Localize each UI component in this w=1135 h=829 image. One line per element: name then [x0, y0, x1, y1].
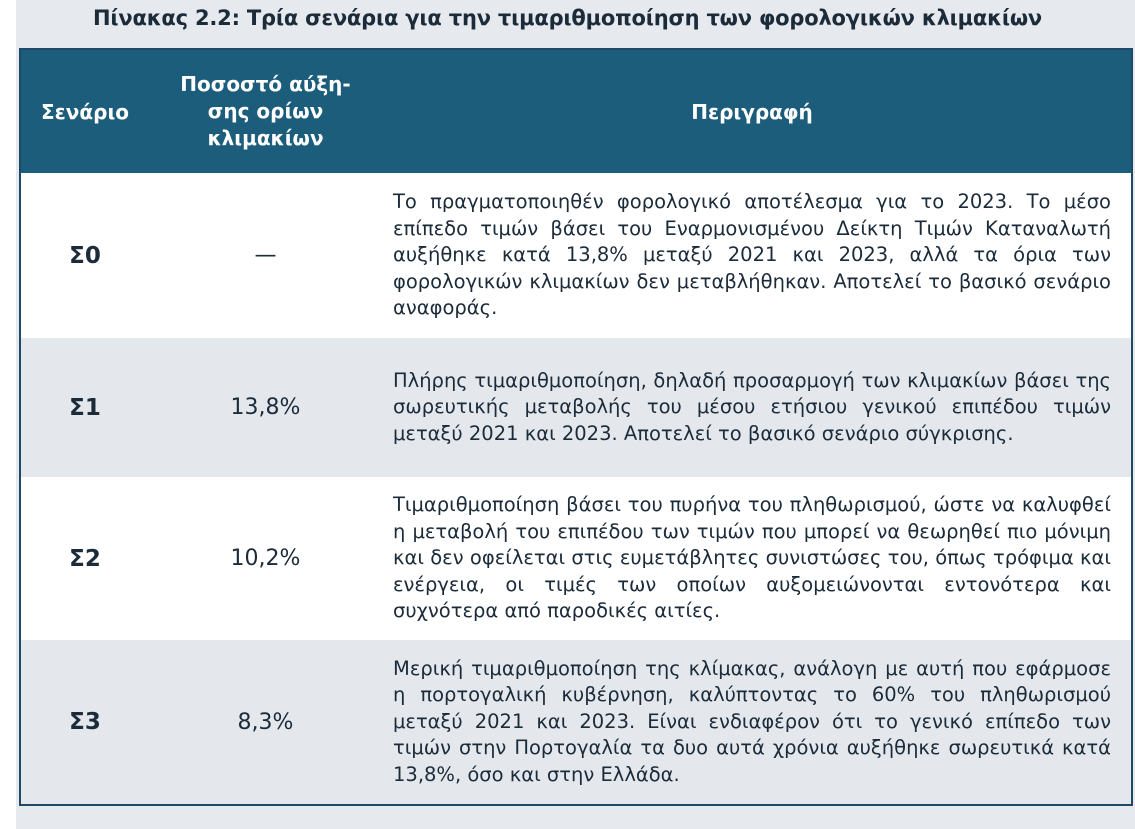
scenarios-table	[19, 48, 1133, 806]
scenario-cell: Σ2	[69, 545, 101, 572]
description-text: Το πραγματοποιηθέν φορολογικό αποτέλεσμα για το 2023. Το μέσο επίπεδο τιμών βάσει του Εναρμονισμένου Δείκτη Τιμών Καταναλωτή αυξήθηκε κατά 13,8% μεταξύ 2021 και 2023, αλλά τα όρια των φορολογικών κλιμακίων δεν μεταβλήθηκαν. Αποτελεί το βασικό σενάριο αναφοράς.	[393, 190, 1111, 320]
rate-cell: 10,2%	[230, 546, 301, 571]
description-text: Μερική τιμαριθμοποίηση της κλίμακας, ανάλογη με αυτή που εφάρμοσε η πορτογαλική κυβέρνηση, καλύπτοντας το 60% του πληθωρισμού μεταξύ 2021 και 2023. Είναι ενδιαφέρον ότι το γενικό επίπεδο των τιμών στην Πορτογαλία τα δυο αυτά χρόνια αυξήθηκε σωρευτικά κατά 13,8%, όσο και στην Ελλάδα.	[393, 656, 1111, 786]
background-strip	[16, 806, 938, 829]
header-scenario: Σενάριο	[40, 99, 129, 124]
table-row	[21, 477, 1131, 640]
description-cell	[393, 477, 1111, 640]
scenario-cell: Σ0	[69, 242, 101, 269]
scenario-cell: Σ3	[69, 709, 101, 735]
rate-cell: —	[254, 243, 277, 268]
table-header	[21, 50, 1131, 173]
description-cell	[393, 338, 1111, 477]
description-cell	[393, 640, 1111, 804]
description-cell	[393, 173, 1111, 338]
header-rate: Ποσοστό αύξη-σης ορίων κλιμακίων	[180, 72, 351, 150]
table-title: Πίνακας 2.2: Τρία σενάρια για την τιμαριθμοποίηση των φορολογικών κλιμακίων	[93, 6, 1042, 30]
rate-cell: 13,8%	[230, 395, 301, 420]
scenario-cell: Σ1	[69, 394, 101, 421]
rate-cell: 8,3%	[237, 709, 294, 735]
table-row	[21, 338, 1131, 477]
table-row	[21, 173, 1131, 338]
header-description: Περιγραφή	[691, 99, 813, 124]
table-row	[21, 640, 1131, 804]
description-text: Πλήρης τιμαριθμοποίηση, δηλαδή προσαρμογή των κλιμακίων βάσει της σωρευτικής μεταβολής του μέσου ετήσιου γενικού επιπέδου τιμών μεταξύ 2021 και 2023. Αποτελεί το βασικό σενάριο σύγκρισης.	[393, 368, 1111, 445]
description-text: Τιμαριθμοποίηση βάσει του πυρήνα του πληθωρισμού, ώστε να καλυφθεί η μεταβολή του επιπέδου των τιμών που μπορεί να θεωρηθεί πιο μόνιμη και δεν οφείλεται στις ευμετάβλητες συνιστώσες του, όπως τρόφιμα και ενέργεια, οι τιμές των οποίων αυξομειώνονται εντονότερα και συχνότερα από παροδικές αιτίες.	[393, 493, 1111, 623]
